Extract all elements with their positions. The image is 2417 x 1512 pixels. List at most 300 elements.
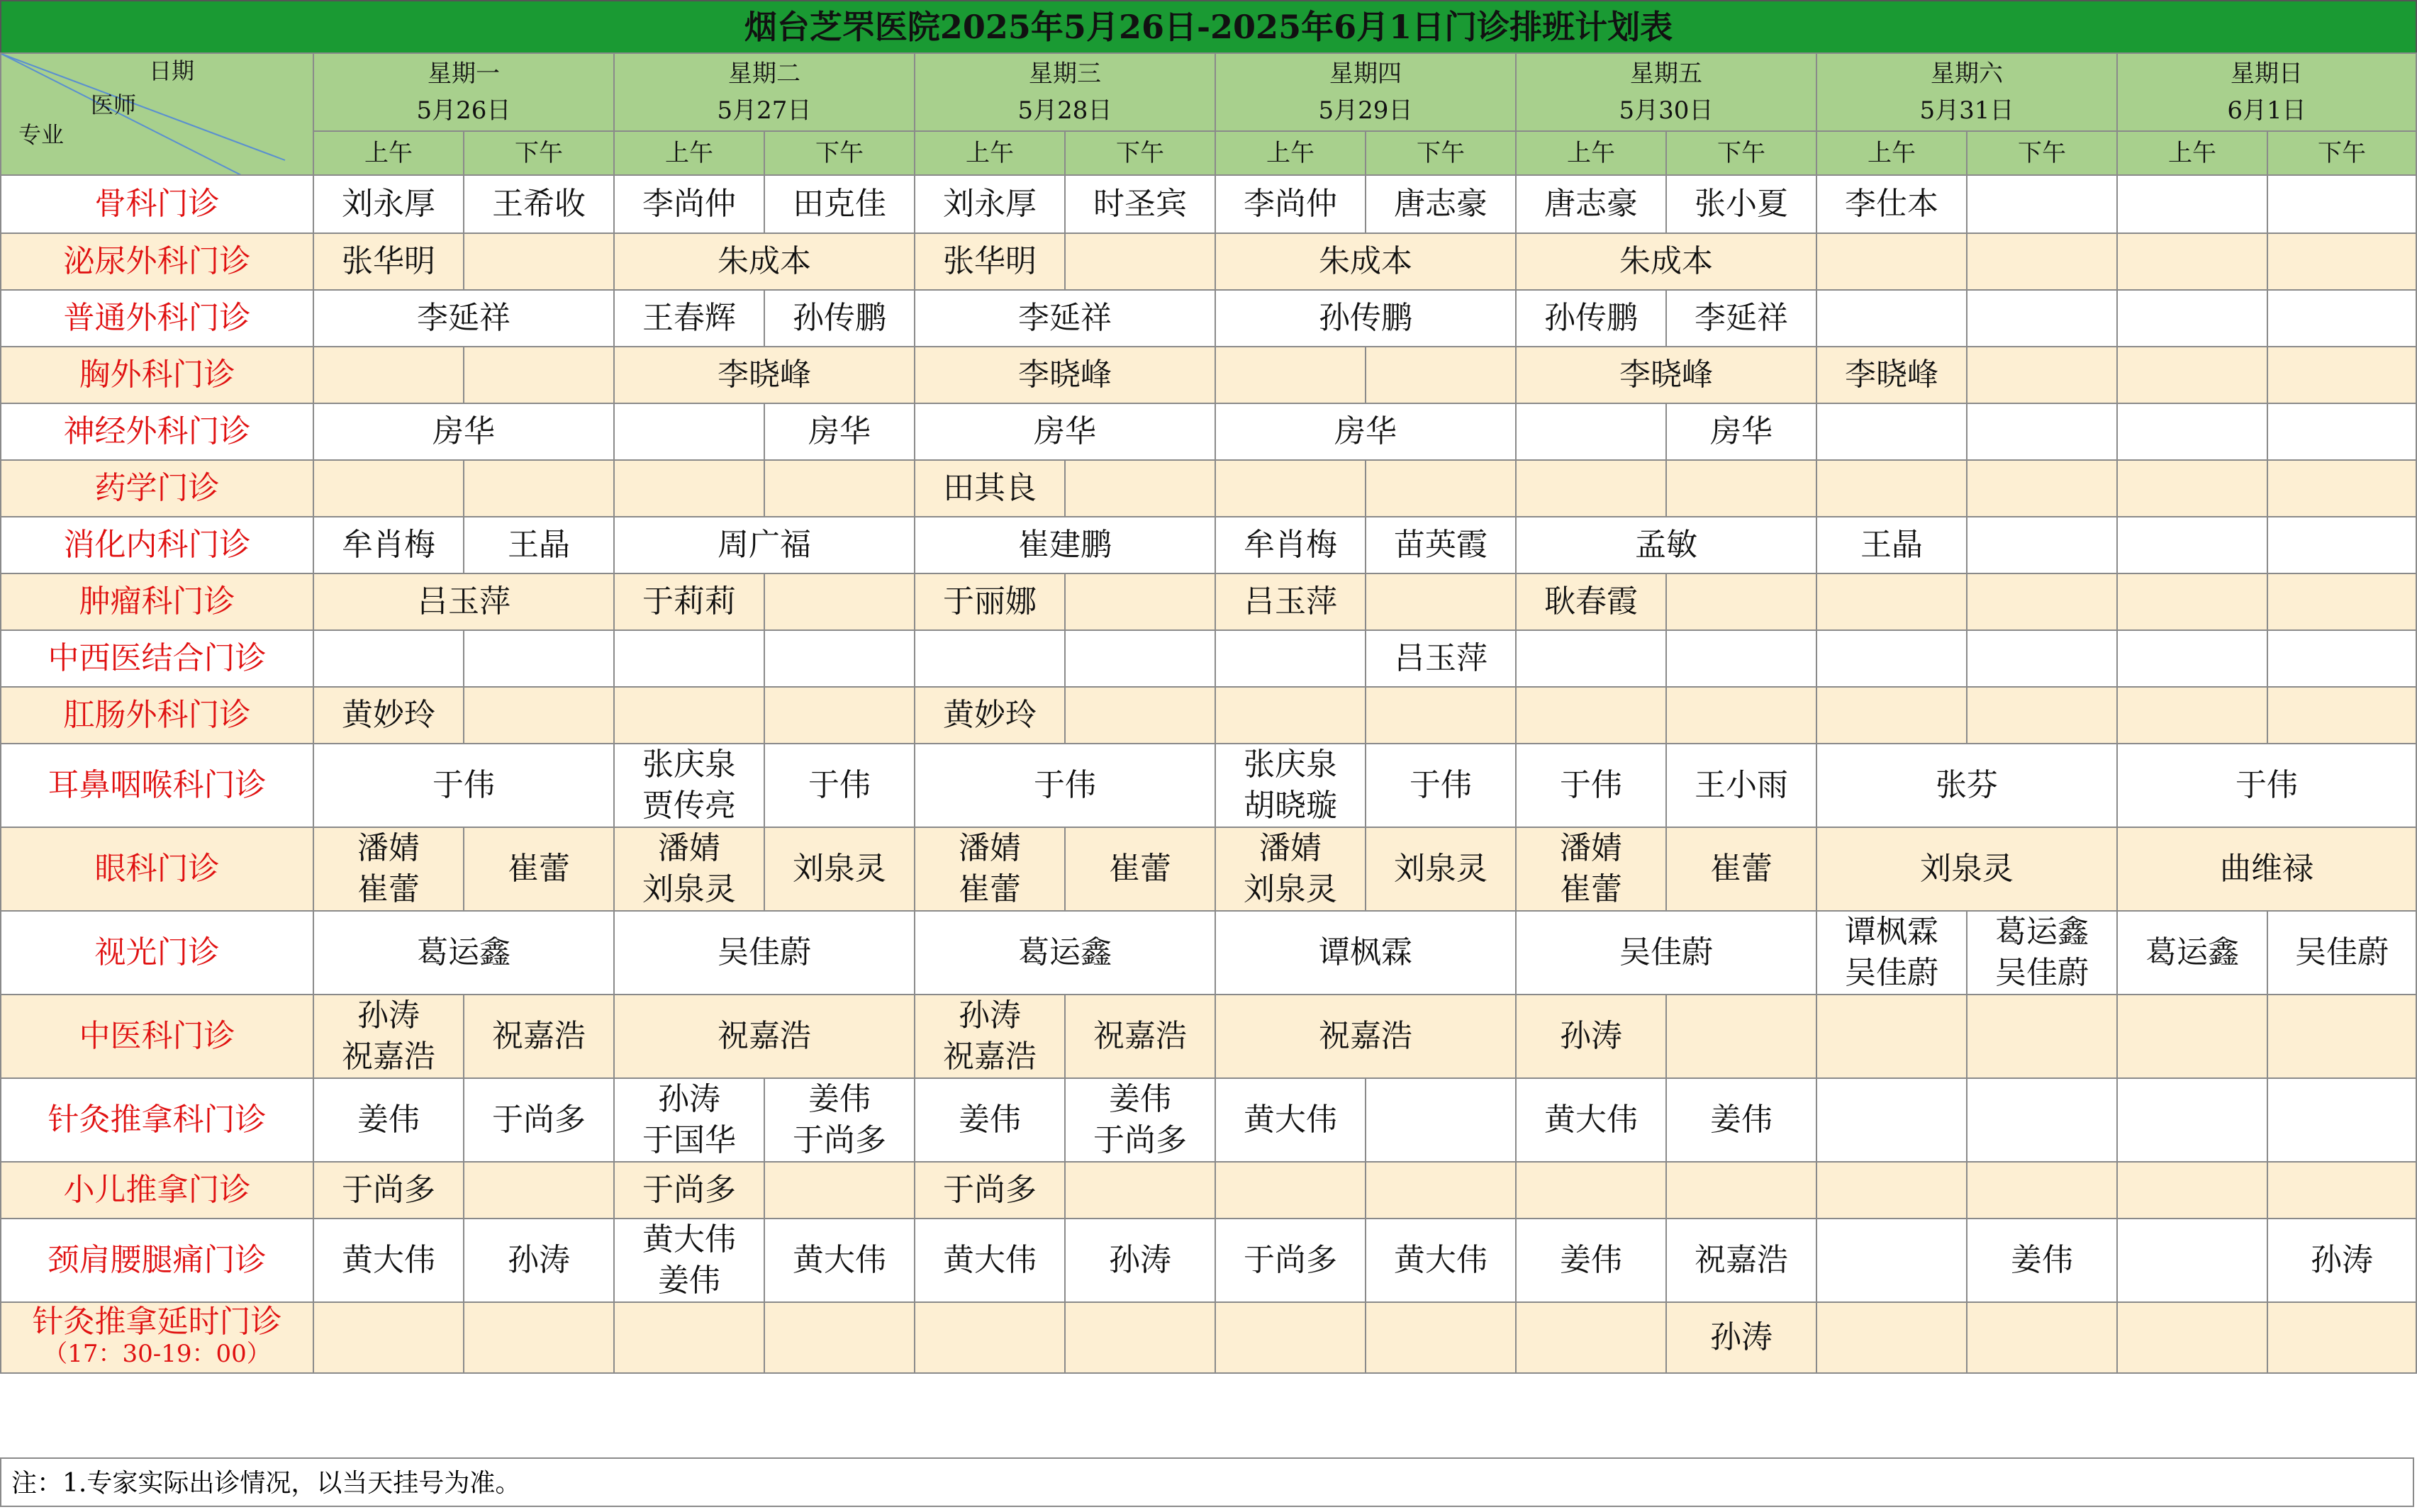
doctor-cell	[614, 744, 764, 827]
doctor-cell	[1816, 573, 1967, 630]
doctor-name: 于尚多	[793, 1122, 886, 1158]
department-cell: 骨科门诊	[1, 175, 313, 233]
doctor-cell: 姜伟	[1516, 1219, 1666, 1302]
department-cell: 肛肠外科门诊	[1, 687, 313, 744]
doctor-cell	[1816, 995, 1967, 1078]
doctor-cell: 周广福	[614, 517, 915, 573]
corner-doctor-label: 医师	[91, 91, 137, 118]
morning-header: 上午	[915, 131, 1065, 175]
doctor-cell	[2267, 290, 2416, 347]
weekday-label: 星期三	[1029, 60, 1101, 88]
doctor-cell	[2267, 403, 2416, 460]
doctor-name: 张庆泉	[1244, 746, 1337, 783]
doctor-cell: 时圣宾	[1065, 175, 1215, 233]
schedule-row	[1, 827, 2416, 911]
schedule-row	[1, 403, 2416, 460]
schedule-row	[1, 1078, 2416, 1162]
department-cell: 肿瘤科门诊	[1, 573, 313, 630]
doctor-cell	[2267, 1302, 2416, 1373]
doctor-cell: 姜伟	[313, 1078, 464, 1162]
doctor-cell	[1516, 687, 1666, 744]
doctor-cell: 黄大伟	[1366, 1219, 1516, 1302]
doctor-cell: 曲维禄	[2117, 827, 2416, 911]
doctor-cell	[1967, 1078, 2117, 1162]
doctor-cell	[1816, 1219, 1967, 1302]
doctor-cell	[313, 460, 464, 517]
schedule-table	[0, 52, 2417, 1374]
weekday-label: 星期五	[1630, 60, 1702, 88]
doctor-cell	[2117, 687, 2267, 744]
doctor-cell: 田克佳	[764, 175, 915, 233]
day-header	[1816, 53, 2117, 131]
doctor-cell	[2117, 460, 2267, 517]
afternoon-header: 下午	[764, 131, 915, 175]
department-hours: （17：30-19：00）	[43, 1340, 271, 1368]
doctor-name: 张庆泉	[642, 746, 736, 783]
corner-date-label: 日期	[149, 57, 195, 84]
date-label: 5月28日	[1017, 96, 1112, 125]
doctor-cell: 崔蕾	[1666, 827, 1816, 911]
doctor-cell: 孙涛	[2267, 1219, 2416, 1302]
doctor-cell: 于伟	[313, 744, 614, 827]
doctor-cell	[614, 1078, 764, 1162]
doctor-cell	[2117, 1078, 2267, 1162]
morning-header: 上午	[313, 131, 464, 175]
doctor-cell	[915, 827, 1065, 911]
doctor-cell	[1215, 744, 1366, 827]
doctor-cell	[1666, 630, 1816, 687]
schedule-row	[1, 687, 2416, 744]
doctor-cell: 张华明	[915, 233, 1065, 290]
doctor-cell	[1967, 630, 2117, 687]
doctor-cell	[1967, 460, 2117, 517]
doctor-name: 刘泉灵	[642, 871, 736, 907]
doctor-cell	[1967, 911, 2117, 995]
doctor-cell	[464, 630, 614, 687]
doctor-cell: 房华	[764, 403, 915, 460]
afternoon-header: 下午	[1065, 131, 1215, 175]
doctor-cell: 李晓峰	[1516, 347, 1816, 403]
doctor-cell: 王小雨	[1666, 744, 1816, 827]
doctor-cell: 朱成本	[614, 233, 915, 290]
doctor-cell: 祝嘉浩	[1215, 995, 1516, 1078]
doctor-cell: 苗英霞	[1366, 517, 1516, 573]
doctor-cell	[614, 1219, 764, 1302]
doctor-cell: 吴佳蔚	[2267, 911, 2416, 995]
schedule-row	[1, 175, 2416, 233]
doctor-cell	[1366, 1078, 1516, 1162]
doctor-cell	[1065, 687, 1215, 744]
doctor-cell: 于尚多	[915, 1162, 1065, 1219]
doctor-cell: 于尚多	[1215, 1219, 1366, 1302]
department-cell: 神经外科门诊	[1, 403, 313, 460]
doctor-name: 崔蕾	[357, 871, 420, 907]
morning-header: 上午	[1215, 131, 1366, 175]
doctor-cell: 王晶	[464, 517, 614, 573]
afternoon-header: 下午	[1967, 131, 2117, 175]
doctor-cell: 房华	[1215, 403, 1516, 460]
doctor-cell: 孙涛	[464, 1219, 614, 1302]
doctor-cell	[2267, 347, 2416, 403]
date-label: 5月31日	[1919, 96, 2014, 125]
doctor-cell: 于伟	[1516, 744, 1666, 827]
doctor-cell: 孙涛	[1065, 1219, 1215, 1302]
day-header	[313, 53, 614, 131]
schedule-row	[1, 1162, 2416, 1219]
doctor-cell	[313, 347, 464, 403]
doctor-cell: 葛运鑫	[2117, 911, 2267, 995]
corner-header	[1, 53, 313, 175]
doctor-cell: 吴佳蔚	[1516, 911, 1816, 995]
footnote: 注：1.专家实际出诊情况，以当天挂号为准。	[0, 1457, 2414, 1507]
doctor-name: 葛运鑫	[1995, 914, 2089, 950]
doctor-cell: 姜伟	[915, 1078, 1065, 1162]
doctor-cell	[764, 1162, 915, 1219]
doctor-cell: 吕玉萍	[1366, 630, 1516, 687]
doctor-cell	[1666, 687, 1816, 744]
doctor-cell	[1967, 403, 2117, 460]
doctor-cell	[1816, 1302, 1967, 1373]
doctor-cell	[2117, 995, 2267, 1078]
doctor-cell	[313, 630, 464, 687]
doctor-cell: 吕玉萍	[313, 573, 614, 630]
department-cell: 药学门诊	[1, 460, 313, 517]
doctor-cell	[1666, 573, 1816, 630]
doctor-cell: 田其良	[915, 460, 1065, 517]
afternoon-header: 下午	[2267, 131, 2416, 175]
doctor-cell	[614, 827, 764, 911]
doctor-cell	[1967, 687, 2117, 744]
doctor-cell: 孙传鹏	[1516, 290, 1666, 347]
doctor-name: 孙涛	[357, 997, 420, 1034]
doctor-cell: 孙涛	[1516, 995, 1666, 1078]
doctor-cell	[1516, 827, 1666, 911]
doctor-cell	[1816, 1162, 1967, 1219]
doctor-cell	[915, 995, 1065, 1078]
morning-header: 上午	[1516, 131, 1666, 175]
doctor-cell	[1065, 630, 1215, 687]
doctor-cell	[464, 1162, 614, 1219]
doctor-cell	[764, 1078, 915, 1162]
doctor-cell	[1366, 687, 1516, 744]
department-cell: 中医科门诊	[1, 995, 313, 1078]
doctor-cell	[1366, 1162, 1516, 1219]
doctor-cell	[1816, 403, 1967, 460]
department-cell: 眼科门诊	[1, 827, 313, 911]
doctor-cell: 吴佳蔚	[614, 911, 915, 995]
doctor-cell	[1816, 687, 1967, 744]
doctor-cell: 房华	[313, 403, 614, 460]
doctor-cell	[2117, 1302, 2267, 1373]
schedule-row	[1, 573, 2416, 630]
doctor-cell: 葛运鑫	[313, 911, 614, 995]
doctor-cell	[2117, 1162, 2267, 1219]
doctor-cell	[614, 630, 764, 687]
doctor-name: 潘婧	[1560, 830, 1622, 866]
day-header	[2117, 53, 2416, 131]
doctor-cell: 黄妙玲	[313, 687, 464, 744]
doctor-name: 胡晓璇	[1244, 788, 1337, 824]
header-row-halves	[1, 131, 2416, 175]
doctor-cell: 崔蕾	[1065, 827, 1215, 911]
doctor-cell	[1215, 630, 1366, 687]
doctor-cell	[464, 687, 614, 744]
weekday-label: 星期二	[728, 60, 800, 88]
doctor-cell	[464, 460, 614, 517]
doctor-name: 祝嘉浩	[943, 1038, 1037, 1075]
doctor-cell	[2117, 517, 2267, 573]
doctor-cell: 黄大伟	[1215, 1078, 1366, 1162]
doctor-cell	[2267, 233, 2416, 290]
doctor-cell: 刘泉灵	[1816, 827, 2117, 911]
department-cell: 耳鼻咽喉科门诊	[1, 744, 313, 827]
doctor-cell	[2117, 573, 2267, 630]
date-label: 5月27日	[717, 96, 812, 125]
doctor-cell	[1666, 460, 1816, 517]
weekday-label: 星期六	[1931, 60, 2003, 88]
department-cell: 消化内科门诊	[1, 517, 313, 573]
doctor-name: 祝嘉浩	[342, 1038, 435, 1075]
day-header	[915, 53, 1215, 131]
doctor-cell	[2117, 290, 2267, 347]
doctor-cell	[1065, 1078, 1215, 1162]
doctor-cell: 于丽娜	[915, 573, 1065, 630]
department-cell: 颈肩腰腿痛门诊	[1, 1219, 313, 1302]
doctor-name: 贾传亮	[642, 788, 736, 824]
doctor-cell: 李延祥	[1666, 290, 1816, 347]
department-cell: 中西医结合门诊	[1, 630, 313, 687]
doctor-cell	[1065, 1302, 1215, 1373]
day-header	[1215, 53, 1516, 131]
doctor-cell: 于尚多	[313, 1162, 464, 1219]
doctor-name: 于尚多	[1093, 1122, 1187, 1158]
doctor-cell: 崔建鹏	[915, 517, 1215, 573]
schedule-row	[1, 630, 2416, 687]
doctor-cell: 黄妙玲	[915, 687, 1065, 744]
doctor-cell: 朱成本	[1215, 233, 1516, 290]
doctor-cell: 王晶	[1816, 517, 1967, 573]
doctor-cell	[1215, 460, 1366, 517]
doctor-cell	[1967, 995, 2117, 1078]
doctor-cell: 张芬	[1816, 744, 2117, 827]
afternoon-header: 下午	[1366, 131, 1516, 175]
doctor-name: 吴佳蔚	[1845, 955, 1938, 991]
doctor-cell: 黄大伟	[313, 1219, 464, 1302]
doctor-cell	[1666, 995, 1816, 1078]
doctor-cell	[1065, 1162, 1215, 1219]
doctor-name: 孙涛	[658, 1081, 720, 1117]
doctor-cell: 吕玉萍	[1215, 573, 1366, 630]
doctor-cell: 崔蕾	[464, 827, 614, 911]
doctor-cell	[313, 1302, 464, 1373]
department-cell: 泌尿外科门诊	[1, 233, 313, 290]
doctor-cell: 于伟	[2117, 744, 2416, 827]
schedule-row	[1, 744, 2416, 827]
doctor-cell	[1065, 460, 1215, 517]
doctor-name: 孙涛	[959, 997, 1021, 1034]
doctor-cell: 祝嘉浩	[1065, 995, 1215, 1078]
doctor-cell	[2117, 175, 2267, 233]
doctor-cell	[464, 233, 614, 290]
doctor-cell	[2267, 630, 2416, 687]
doctor-name: 吴佳蔚	[1995, 955, 2089, 991]
morning-header: 上午	[614, 131, 764, 175]
doctor-cell	[1516, 403, 1666, 460]
doctor-cell: 李延祥	[915, 290, 1215, 347]
doctor-cell	[1366, 460, 1516, 517]
date-label: 5月30日	[1619, 96, 1714, 125]
weekday-label: 星期日	[2231, 60, 2303, 88]
doctor-cell	[1816, 630, 1967, 687]
doctor-name: 潘婧	[658, 830, 720, 866]
afternoon-header: 下午	[1666, 131, 1816, 175]
doctor-cell	[1816, 290, 1967, 347]
doctor-cell	[1215, 827, 1366, 911]
doctor-cell: 耿春霞	[1516, 573, 1666, 630]
doctor-cell: 王春辉	[614, 290, 764, 347]
schedule-row	[1, 1219, 2416, 1302]
schedule-row	[1, 347, 2416, 403]
doctor-cell: 姜伟	[1967, 1219, 2117, 1302]
doctor-cell: 唐志豪	[1366, 175, 1516, 233]
doctor-cell	[1967, 573, 2117, 630]
doctor-name: 崔蕾	[959, 871, 1021, 907]
doctor-cell	[764, 1302, 915, 1373]
doctor-cell	[764, 460, 915, 517]
doctor-cell	[1516, 630, 1666, 687]
doctor-cell: 李尚仲	[1215, 175, 1366, 233]
doctor-cell	[1215, 1162, 1366, 1219]
doctor-cell	[764, 687, 915, 744]
doctor-cell: 于尚多	[614, 1162, 764, 1219]
doctor-name: 姜伟	[808, 1081, 871, 1117]
doctor-cell	[2267, 175, 2416, 233]
doctor-cell: 李延祥	[313, 290, 614, 347]
doctor-name: 姜伟	[658, 1262, 720, 1299]
doctor-cell	[1516, 460, 1666, 517]
doctor-cell	[2117, 630, 2267, 687]
doctor-cell	[614, 460, 764, 517]
header-row-days	[1, 53, 2416, 131]
doctor-cell	[1967, 233, 2117, 290]
schedule-row	[1, 460, 2416, 517]
doctor-cell	[1215, 347, 1366, 403]
doctor-cell: 刘泉灵	[764, 827, 915, 911]
doctor-cell	[464, 347, 614, 403]
doctor-cell	[1065, 573, 1215, 630]
doctor-cell: 孙传鹏	[764, 290, 915, 347]
doctor-cell	[1215, 687, 1366, 744]
schedule-row	[1, 995, 2416, 1078]
doctor-cell: 牟肖梅	[1215, 517, 1366, 573]
doctor-cell	[1967, 290, 2117, 347]
doctor-cell	[1215, 1302, 1366, 1373]
doctor-cell	[915, 630, 1065, 687]
doctor-cell: 于尚多	[464, 1078, 614, 1162]
weekday-label: 星期四	[1329, 60, 1402, 88]
page-title: 烟台芝罘医院2025年5月26日-2025年6月1日门诊排班计划表	[0, 0, 2417, 54]
doctor-cell	[764, 630, 915, 687]
doctor-cell: 张小夏	[1666, 175, 1816, 233]
department-cell: 普通外科门诊	[1, 290, 313, 347]
doctor-cell	[2267, 573, 2416, 630]
doctor-cell: 黄大伟	[915, 1219, 1065, 1302]
doctor-cell	[614, 687, 764, 744]
morning-header: 上午	[2117, 131, 2267, 175]
afternoon-header: 下午	[464, 131, 614, 175]
schedule-row	[1, 1302, 2416, 1373]
doctor-cell	[1816, 233, 1967, 290]
weekday-label: 星期一	[428, 60, 500, 88]
doctor-cell: 房华	[1666, 403, 1816, 460]
doctor-cell	[313, 995, 464, 1078]
morning-header: 上午	[1816, 131, 1967, 175]
doctor-cell: 孙传鹏	[1215, 290, 1516, 347]
doctor-cell	[2117, 347, 2267, 403]
doctor-cell: 黄大伟	[764, 1219, 915, 1302]
doctor-cell	[2267, 1162, 2416, 1219]
doctor-cell	[1967, 347, 2117, 403]
doctor-cell: 于莉莉	[614, 573, 764, 630]
doctor-cell: 刘泉灵	[1366, 827, 1516, 911]
doctor-cell	[614, 1302, 764, 1373]
doctor-cell	[313, 827, 464, 911]
doctor-cell	[2267, 995, 2416, 1078]
doctor-cell: 李仕本	[1816, 175, 1967, 233]
department-cell: 胸外科门诊	[1, 347, 313, 403]
doctor-cell: 祝嘉浩	[1666, 1219, 1816, 1302]
schedule-row	[1, 517, 2416, 573]
doctor-name: 刘泉灵	[1244, 871, 1337, 907]
date-label: 6月1日	[2227, 96, 2306, 125]
doctor-cell: 孟敏	[1516, 517, 1816, 573]
doctor-cell	[464, 1302, 614, 1373]
doctor-cell: 孙涛	[1666, 1302, 1816, 1373]
doctor-cell: 谭枫霖	[1215, 911, 1516, 995]
department-cell	[1, 1302, 313, 1373]
doctor-cell: 唐志豪	[1516, 175, 1666, 233]
day-header	[614, 53, 915, 131]
department-cell: 针灸推拿科门诊	[1, 1078, 313, 1162]
doctor-cell: 姜伟	[1666, 1078, 1816, 1162]
doctor-cell	[1366, 1302, 1516, 1373]
doctor-cell	[1065, 233, 1215, 290]
doctor-cell	[1967, 175, 2117, 233]
schedule-row	[1, 290, 2416, 347]
doctor-cell: 李尚仲	[614, 175, 764, 233]
doctor-name: 崔蕾	[1560, 871, 1622, 907]
doctor-cell	[2117, 233, 2267, 290]
doctor-cell	[1666, 1162, 1816, 1219]
doctor-name: 于国华	[642, 1122, 736, 1158]
doctor-cell	[1816, 460, 1967, 517]
doctor-cell	[915, 1302, 1065, 1373]
doctor-cell	[1967, 517, 2117, 573]
department-cell: 视光门诊	[1, 911, 313, 995]
schedule-row	[1, 911, 2416, 995]
doctor-cell: 刘永厚	[915, 175, 1065, 233]
doctor-cell	[2117, 403, 2267, 460]
doctor-cell: 黄大伟	[1516, 1078, 1666, 1162]
doctor-cell	[764, 573, 915, 630]
doctor-cell: 葛运鑫	[915, 911, 1215, 995]
doctor-cell	[1816, 911, 1967, 995]
doctor-cell	[1366, 347, 1516, 403]
date-label: 5月26日	[416, 96, 511, 125]
doctor-cell: 祝嘉浩	[464, 995, 614, 1078]
doctor-cell	[1516, 1162, 1666, 1219]
doctor-cell	[614, 403, 764, 460]
